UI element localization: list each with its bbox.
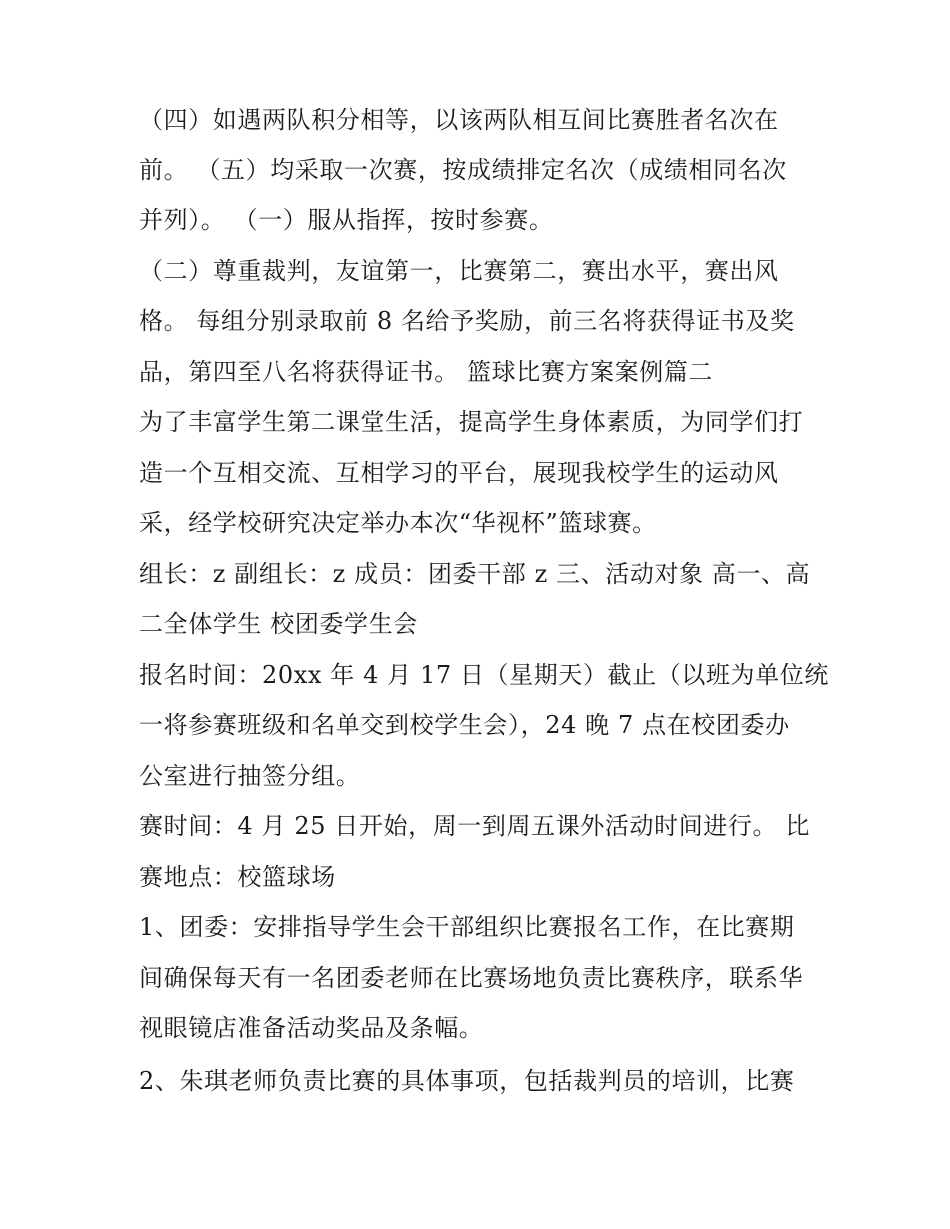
text-line: 赛地点：校篮球场 xyxy=(139,863,336,891)
text-line: 一将参赛班级和名单交到校学生会），24 晚 7 点在校团委办 xyxy=(139,711,790,739)
text-line: （二）尊重裁判，友谊第一，比赛第二，赛出水平，赛出风 xyxy=(139,257,779,285)
text-line: 二全体学生 校团委学生会 xyxy=(139,610,418,638)
text-line: （四）如遇两队积分相等，以该两队相互间比赛胜者名次在 xyxy=(139,106,779,134)
text-line: 格。 每组分别录取前 8 名给予奖励，前三名将获得证书及奖 xyxy=(139,307,795,335)
text-line: 赛时间：4 月 25 日开始，周一到周五课外活动时间进行。 比 xyxy=(139,812,810,840)
text-line: 造一个互相交流、互相学习的平台，展现我校学生的运动风 xyxy=(139,459,779,487)
text-line: 为了丰富学生第二课堂生活，提高学生身体素质，为同学们打 xyxy=(139,408,804,436)
text-line: 报名时间：20xx 年 4 月 17 日（星期天）截止（以班为单位统 xyxy=(139,661,829,689)
text-line: 公室进行抽签分组。 xyxy=(139,762,361,790)
text-line: 并列）。 （一）服从指挥，按时参赛。 xyxy=(139,206,554,234)
text-line: 2、朱琪老师负责比赛的具体事项，包括裁判员的培训，比赛 xyxy=(139,1067,795,1095)
text-line: 视眼镜店准备活动奖品及条幅。 xyxy=(139,1014,484,1042)
text-line: 1、团委：安排指导学生会干部组织比赛报名工作，在比赛期 xyxy=(139,913,795,941)
text-line: 间确保每天有一名团委老师在比赛场地负责比赛秩序，联系华 xyxy=(139,964,804,992)
text-line: 前。 （五）均采取一次赛，按成绩排定名次（成绩相同名次 xyxy=(139,156,787,184)
text-line: 品，第四至八名将获得证书。 篮球比赛方案案例篇二 xyxy=(139,358,714,386)
text-line: 组长：z 副组长：z 成员：团委干部 z 三、活动对象 高一、高 xyxy=(139,560,811,588)
text-line: 采，经学校研究决定举办本次“华视杯”篮球赛。 xyxy=(139,509,657,537)
